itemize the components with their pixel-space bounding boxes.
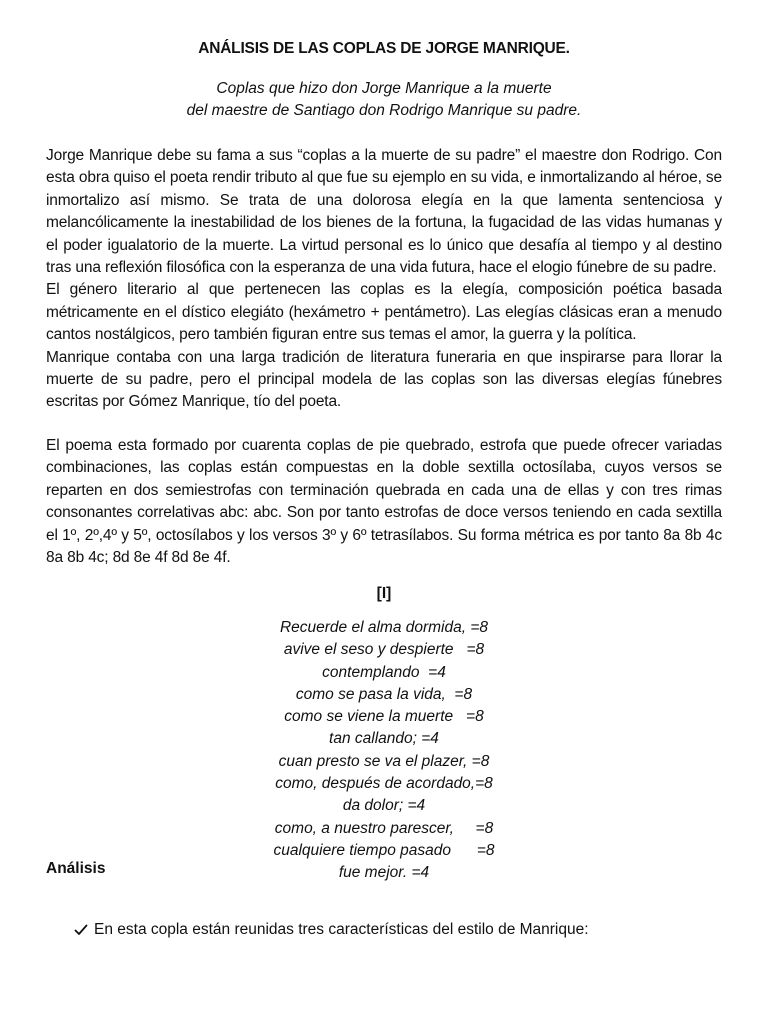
document-title: ANÁLISIS DE LAS COPLAS DE JORGE MANRIQUE. (198, 40, 570, 57)
bullet-item (74, 921, 589, 939)
subtitle-line: del maestre de Santiago don Rodrigo Manrique su padre. (186, 102, 582, 119)
introduction-section (46, 145, 722, 414)
verse-line: como se pasa la vida, =8 (295, 685, 473, 703)
paragraph: El género literario al que pertenecen las coplas es la elegía, composición poética basada métricamente en el dístico elegiáto (hexámetro + pentámetro). Las elegías clásicas eran a menudo cantos nostálgicos, pero también figuran entre sus temas el amor, la guerra y la política. (46, 281, 722, 344)
verse-line: fue mejor. =4 (338, 864, 430, 882)
paragraph: Jorge Manrique debe su fama a sus “coplas a la muerte de su padre” el maestre don Rodrigo. Con esta obra quiso el poeta rendir tributo al que fue su ejemplo en su vida, e inmortalizando al héroe, se inmortalizo así mismo. Se trata de una dolorosa elegía en la que lamenta sentenciosa y melancólicamente la inestabilidad de los bienes de la fortuna, la fugacidad de las vidas humanas y el poder igualatorio de la muerte. La virtud personal es lo único que desafía al tiempo y al destino tras una reflexión filosófica con la esperanza de una vida futura, hace el elogio fúnebre de su padre. (46, 147, 722, 277)
verse-line: como, a nuestro parescer, =8 (274, 819, 494, 837)
verse-line: da dolor; =4 (342, 797, 426, 815)
verse-line: cuan presto se va el plazer, =8 (278, 752, 490, 770)
verse-line: Recuerde el alma dormida, =8 (279, 619, 489, 636)
metrics-section (46, 435, 722, 569)
paragraph: El poema esta formado por cuarenta coplas de pie quebrado, estrofa que puede ofrecer variadas combinaciones, las coplas están compuestas en la doble sextilla octosílaba, cuyos versos se reparten en dos semiestrofas con terminación quebrada en cada una de ellas y con tres rimas consonantes correlativas abc: abc. Son por tanto estrofas de doce versos teniendo en cada sextilla el 1º, 2º,4º y 5º, octosílabos y los versos 3º y 6º tetrasílabos. Su forma métrica es por tanto 8a 8b 4c 8a 8b 4c; 8d 8e 4f 8d 8e 4f. (46, 437, 722, 567)
verse-line: como, después de acordado,=8 (275, 775, 493, 793)
check-icon (74, 923, 88, 937)
verse-line: cualquiere tiempo pasado =8 (273, 841, 495, 859)
copla-verses (0, 617, 768, 885)
paragraph: Manrique contaba con una larga tradición de literatura funeraria en que inspirarse para llorar la muerte de su padre, pero el principal modela de las coplas son las diversas elegías fúnebres escritas por Gómez Manrique, tío del poeta. (46, 348, 722, 411)
bullet-text: En esta copla están reunidas tres características del estilo de Manrique: (94, 921, 589, 938)
analysis-heading: Análisis (46, 860, 106, 877)
verse-line: avive el seso y despierte =8 (283, 641, 485, 659)
document-subtitle (0, 78, 768, 122)
verse-line: tan callando; =4 (329, 730, 439, 748)
copla-number: [I] (376, 585, 392, 602)
verse-line: como se viene la muerte =8 (284, 708, 484, 726)
verse-line: contemplando =4 (322, 663, 446, 681)
subtitle-line: Coplas que hizo don Jorge Manrique a la muerte (216, 80, 552, 97)
